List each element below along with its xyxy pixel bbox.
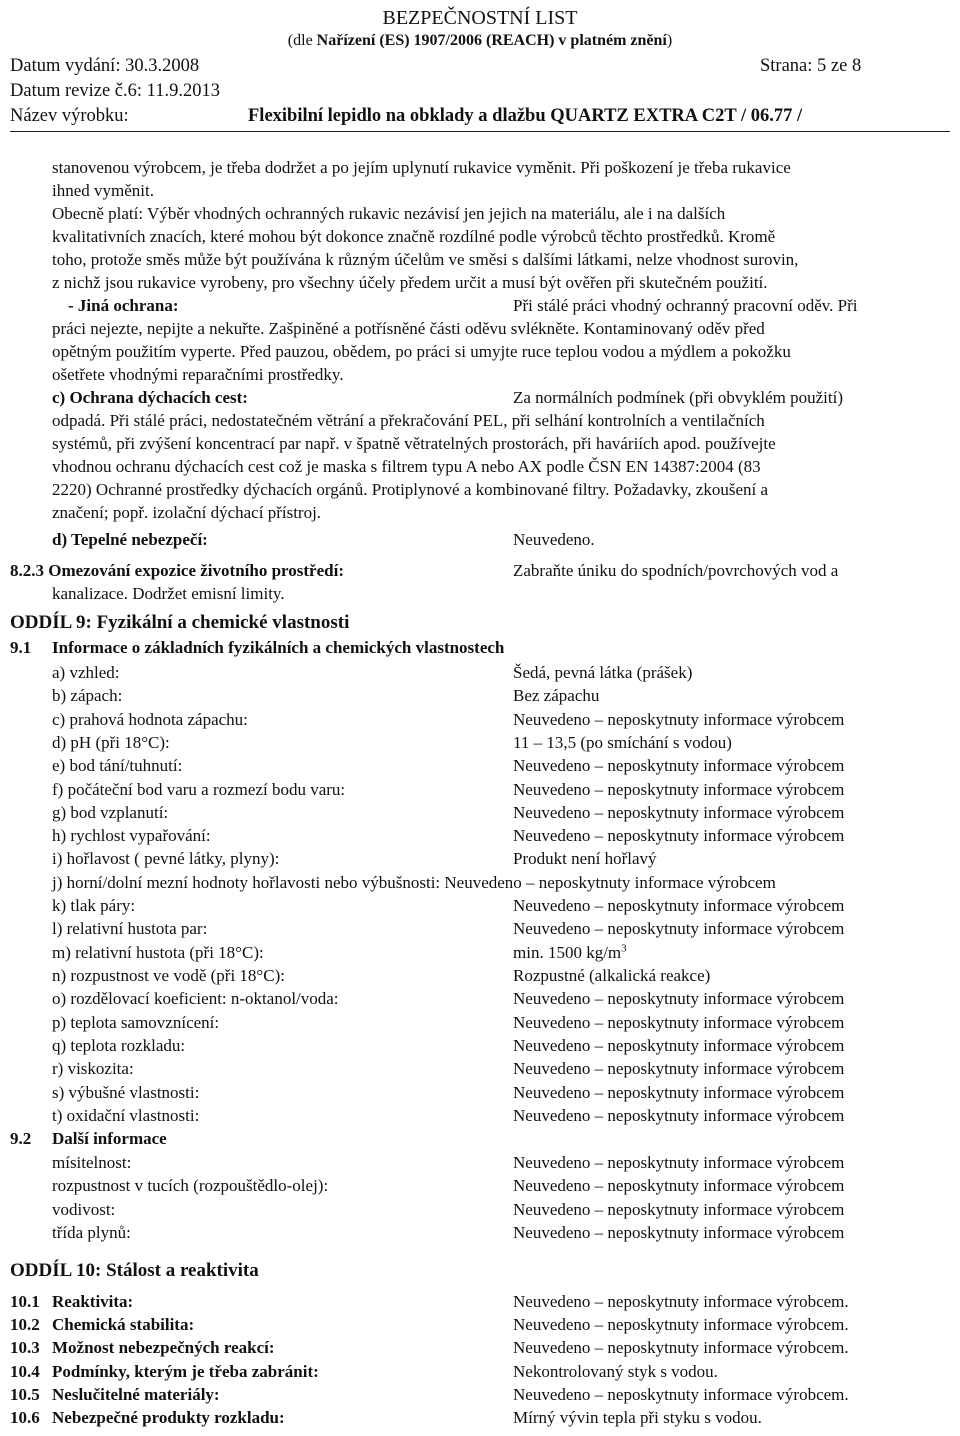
property-label: třída plynů:: [52, 1222, 131, 1242]
property-value: Neuvedeno – neposkytnuty informace výrobcem: [513, 802, 845, 822]
intro-line: kvalitativních znacích, které mohou být dokonce značně rozdílné podle výrobců těchto prostředků. Kromě: [52, 227, 776, 246]
other-protection-label: - Jiná ochrana:: [68, 296, 179, 315]
document-title: BEZPEČNOSTNÍ LIST: [382, 7, 578, 29]
section-10-title: ODDÍL 10: Stálost a reaktivita: [10, 1260, 259, 1281]
respiratory-text: vhodnou ochranu dýchacích cest což je maska s filtrem typu A nebo AX podle ČSN EN 14387:2004 (83: [52, 457, 761, 476]
subsection-label: Chemická stabilita:: [52, 1315, 195, 1335]
property-label: i) hořlavost ( pevné látky, plyny):: [52, 849, 280, 869]
product-name: Flexibilní lepidlo na obklady a dlažbu QUARTZ EXTRA C2T / 06.77 /: [248, 106, 803, 126]
intro-line: z nichž jsou rukavice vyrobeny, pro všechny účely předem určit a musí být ověřen při skutečném použití.: [52, 273, 768, 292]
property-value: Neuvedeno – neposkytnuty informace výrobcem: [513, 709, 845, 729]
property-value: Rozpustné (alkalická reakce): [513, 966, 711, 985]
subsection-label: Reaktivita:: [52, 1292, 134, 1311]
property-label: t) oxidační vlastnosti:: [52, 1105, 200, 1125]
property-label: a) vzhled:: [52, 663, 120, 682]
property-value: Šedá, pevná látka (prášek): [513, 663, 693, 682]
subsection-value: Nekontrolovaný styk s vodou.: [513, 1361, 718, 1381]
property-label: vodivost:: [52, 1199, 116, 1219]
subsection-number: 10.5: [10, 1384, 40, 1404]
property-label: r) viskozita:: [52, 1059, 134, 1079]
property-label: e) bod tání/tuhnutí:: [52, 756, 183, 776]
section-9-2-number: 9.2: [10, 1129, 32, 1148]
other-protection-text: opětným použitím vyperte. Před pauzou, obědem, po práci si umyjte ruce teplou vodou a mýdlem a pokožku: [52, 342, 791, 361]
subsection-number: 10.1: [10, 1292, 40, 1311]
header-divider: [10, 131, 950, 132]
subsection-number: 10.2: [10, 1315, 40, 1335]
property-value: Neuvedeno – neposkytnuty informace výrobcem: [513, 1105, 845, 1125]
section-9-1-number: 9.1: [10, 638, 32, 657]
property-label: c) prahová hodnota zápachu:: [52, 709, 248, 729]
respiratory-text: systémů, při zvýšení koncentrací par např. v špatně větratelných prostorách, při haváriích apod. používejte: [52, 434, 776, 453]
property-value: Neuvedeno – neposkytnuty informace výrobcem: [513, 1199, 845, 1219]
subsection-value: Neuvedeno – neposkytnuty informace výrobcem.: [513, 1338, 849, 1358]
property-label: rozpustnost v tucích (rozpouštědlo-olej):: [52, 1176, 329, 1196]
subsection-label: Podmínky, kterým je třeba zabránit:: [52, 1361, 319, 1381]
subsection-value: Neuvedeno – neposkytnuty informace výrobcem.: [513, 1384, 849, 1404]
subsection-number: 10.4: [10, 1361, 40, 1381]
thermal-label: d) Tepelné nebezpečí:: [52, 530, 208, 549]
subsection-value: Neuvedeno – neposkytnuty informace výrobcem.: [513, 1315, 849, 1335]
property-value: Neuvedeno – neposkytnuty informace výrobcem: [513, 1176, 845, 1196]
property-label: n) rozpustnost ve vodě (při 18°C):: [52, 966, 285, 985]
property-value: Neuvedeno – neposkytnuty informace výrobcem: [513, 1012, 845, 1032]
property-value: Neuvedeno – neposkytnuty informace výrobcem: [513, 779, 845, 799]
property-value: Neuvedeno – neposkytnuty informace výrobcem: [513, 896, 845, 915]
respiratory-text: odpadá. Při stálé práci, nedostatečném větrání a překračování PEL, při selhání kontrolních a ventilačních: [52, 411, 765, 430]
section-9-title: ODDÍL 9: Fyzikální a chemické vlastnosti: [10, 612, 350, 633]
issue-date: Datum vydání: 30.3.2008: [10, 56, 200, 76]
section-9-2-title: Další informace: [52, 1129, 167, 1148]
property-label: l) relativní hustota par:: [52, 919, 208, 939]
respiratory-label: c) Ochrana dýchacích cest:: [52, 388, 248, 407]
respiratory-text: Za normálních podmínek (při obvyklém použití): [513, 388, 844, 407]
property-label: h) rychlost vypařování:: [52, 826, 211, 846]
page-number: Strana: 5 ze 8: [760, 56, 862, 76]
property-value: Neuvedeno – neposkytnuty informace výrobcem: [513, 989, 845, 1009]
product-label: Název výrobku:: [10, 106, 129, 126]
property-value: min. 1500 $kg/m^3$: [513, 942, 627, 962]
thermal-value: Neuvedeno.: [513, 530, 595, 549]
property-label: f) počáteční bod varu a rozmezí bodu varu:: [52, 779, 346, 799]
property-label: p) teplota samovznícení:: [52, 1012, 220, 1032]
property-value: Neuvedeno – neposkytnuty informace výrobcem: [513, 1222, 845, 1242]
env-exposure-text: kanalizace. Dodržet emisní limity.: [52, 584, 285, 603]
property-value: Neuvedeno – neposkytnuty informace výrobcem: [513, 826, 845, 846]
intro-line: stanovenou výrobcem, je třeba dodržet a po jejím uplynutí rukavice vyměnit. Při poškození je třeba rukavice: [52, 158, 791, 177]
subsection-number: 10.6: [10, 1408, 40, 1427]
property-row-j: j) horní/dolní mezní hodnoty hořlavosti nebo výbušnosti: Neuvedeno – neposkytnuty informace výrobcem: [52, 873, 776, 892]
property-value: Produkt není hořlavý: [513, 849, 657, 869]
property-value: Neuvedeno – neposkytnuty informace výrobcem: [513, 1035, 845, 1055]
other-protection-text: práci nejezte, nepijte a nekuřte. Zašpiněné a potřísněné části oděvu svlékněte. Kontaminovaný oděv před: [52, 319, 765, 338]
property-value: Neuvedeno – neposkytnuty informace výrobcem: [513, 1082, 845, 1102]
property-label: o) rozdělovací koeficient: n-oktanol/voda:: [52, 989, 339, 1009]
subsection-value: Neuvedeno – neposkytnuty informace výrobcem.: [513, 1292, 849, 1311]
property-value: 11 – 13,5 (po smíchání s vodou): [513, 732, 732, 752]
property-value: Neuvedeno – neposkytnuty informace výrobcem: [513, 756, 845, 776]
subsection-number: 10.3: [10, 1338, 40, 1358]
env-exposure-value: Zabraňte úniku do spodních/povrchových vod a: [513, 561, 839, 580]
env-exposure-label: 8.2.3 Omezování expozice životního prostředí:: [10, 561, 344, 580]
property-value: Neuvedeno – neposkytnuty informace výrobcem: [513, 919, 845, 939]
property-label: k) tlak páry:: [52, 896, 136, 915]
respiratory-text: značení; popř. izolační dýchací přístroj.: [52, 503, 322, 522]
property-label: mísitelnost:: [52, 1153, 132, 1172]
subsection-label: Možnost nebezpečných reakcí:: [52, 1338, 275, 1358]
respiratory-text: 2220) Ochranné prostředky dýchacích orgánů. Protiplynové a kombinované filtry. Požadavky, zkoušení a: [52, 480, 769, 499]
revision-date: Datum revize č.6: 11.9.2013: [10, 81, 220, 101]
property-value: Neuvedeno – neposkytnuty informace výrobcem: [513, 1059, 845, 1079]
property-label: b) zápach:: [52, 686, 123, 706]
intro-line: ihned vyměnit.: [52, 181, 154, 200]
property-label: q) teplota rozkladu:: [52, 1035, 186, 1055]
property-value: Bez zápachu: [513, 686, 600, 706]
section-9-1-title: Informace o základních fyzikálních a chemických vlastnostech: [52, 638, 505, 657]
property-value: Neuvedeno – neposkytnuty informace výrobcem: [513, 1153, 845, 1172]
subsection-label: Nebezpečné produkty rozkladu:: [52, 1408, 285, 1427]
subsection-label: Neslučitelné materiály:: [52, 1384, 220, 1404]
subsection-value: Mírný vývin tepla při styku s vodou.: [513, 1408, 762, 1427]
intro-line: Obecně platí: Výběr vhodných ochranných rukavic nezávisí jen jejich na materiálu, ale i na dalších: [52, 204, 726, 223]
regulation-subtitle: (dle Nařízení (ES) 1907/2006 (REACH) v platném znění): [287, 32, 673, 49]
intro-line: toho, protože směs může být používána k různým účelům ve směsi s dalšími látkami, nelze vhodnost surovin,: [52, 250, 799, 269]
other-protection-text: Při stálé práci vhodný ochranný pracovní oděv. Při: [513, 296, 858, 315]
other-protection-text: ošetřete vhodnými reparačními prostředky.: [52, 365, 344, 384]
property-label: d) pH (při 18°C):: [52, 732, 170, 752]
property-label: s) výbušné vlastnosti:: [52, 1082, 200, 1102]
property-label: m) relativní hustota (při 18°C):: [52, 943, 264, 962]
property-label: g) bod vzplanutí:: [52, 802, 169, 822]
